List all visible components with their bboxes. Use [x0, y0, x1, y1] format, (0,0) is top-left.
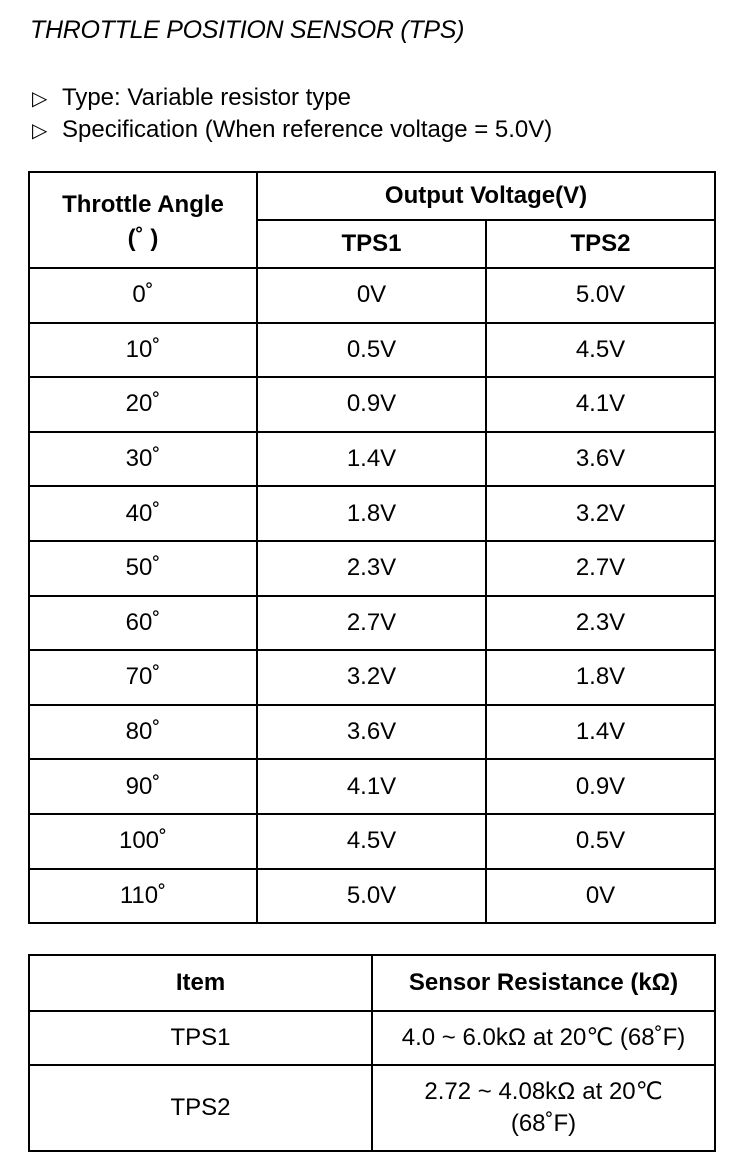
tps2-voltage-cell: 1.4V — [486, 705, 715, 760]
tps1-voltage-cell: 1.4V — [257, 432, 486, 487]
resistance-item-cell: TPS1 — [29, 1011, 372, 1065]
tps2-voltage-cell: 0.9V — [486, 759, 715, 814]
throttle-angle-cell: 60˚ — [29, 596, 257, 651]
throttle-angle-cell: 10˚ — [29, 323, 257, 378]
table-row — [29, 759, 715, 814]
tps1-voltage-cell: 4.5V — [257, 814, 486, 869]
item-header: Item — [29, 955, 372, 1011]
tps2-voltage-cell: 5.0V — [486, 268, 715, 323]
throttle-angle-cell: 70˚ — [29, 650, 257, 705]
sensor-resistance-header: Sensor Resistance (kΩ) — [372, 955, 715, 1011]
output-voltage-header: Output Voltage(V) — [257, 172, 715, 220]
tps1-voltage-cell: 2.3V — [257, 541, 486, 596]
table-row — [29, 814, 715, 869]
throttle-angle-cell: 40˚ — [29, 486, 257, 541]
tps2-voltage-cell: 1.8V — [486, 650, 715, 705]
spec-specification-text: Specification (When reference voltage = 5.0V) — [62, 116, 553, 143]
tps2-voltage-cell: 0.5V — [486, 814, 715, 869]
tps1-voltage-cell: 2.7V — [257, 596, 486, 651]
throttle-angle-cell: 110˚ — [29, 869, 257, 924]
tps1-voltage-cell: 0.9V — [257, 377, 486, 432]
tps1-voltage-cell: 0.5V — [257, 323, 486, 378]
table-row — [29, 1011, 715, 1065]
tps1-header: TPS1 — [257, 220, 486, 268]
table-row — [29, 323, 715, 378]
table-row — [29, 432, 715, 487]
tps1-voltage-cell: 3.2V — [257, 650, 486, 705]
table-row — [29, 596, 715, 651]
tps2-voltage-cell: 4.1V — [486, 377, 715, 432]
tps2-voltage-cell: 4.5V — [486, 323, 715, 378]
tps2-voltage-cell: 2.7V — [486, 541, 715, 596]
sensor-resistance-table — [28, 954, 716, 1152]
throttle-angle-header-label: Throttle Angle — [62, 191, 224, 218]
tps2-voltage-cell: 0V — [486, 869, 715, 924]
throttle-angle-cell: 100˚ — [29, 814, 257, 869]
page-title: THROTTLE POSITION SENSOR (TPS) — [30, 16, 465, 44]
resistance-value-cell — [372, 1065, 715, 1151]
table-row — [29, 869, 715, 924]
tps1-voltage-cell: 5.0V — [257, 869, 486, 924]
output-voltage-table — [28, 171, 716, 924]
tps1-voltage-cell: 4.1V — [257, 759, 486, 814]
spec-type-line — [32, 84, 351, 112]
tps2-voltage-cell: 3.2V — [486, 486, 715, 541]
table-row — [29, 486, 715, 541]
throttle-angle-cell: 50˚ — [29, 541, 257, 596]
resistance-value-line: 2.72 ~ 4.08kΩ at 20℃ — [424, 1078, 663, 1105]
table-row — [29, 377, 715, 432]
resistance-value-line-2: (68˚F) — [510, 1110, 577, 1137]
table-row — [29, 705, 715, 760]
tps2-voltage-cell: 3.6V — [486, 432, 715, 487]
triangle-bullet-icon: ▷ — [32, 88, 48, 110]
tps1-voltage-cell: 3.6V — [257, 705, 486, 760]
throttle-angle-header-unit: (˚ ) — [127, 225, 159, 252]
tps1-voltage-cell: 1.8V — [257, 486, 486, 541]
spec-specification-line — [32, 116, 552, 144]
tps2-voltage-cell: 2.3V — [486, 596, 715, 651]
resistance-item-cell: TPS2 — [29, 1065, 372, 1151]
throttle-angle-cell: 80˚ — [29, 705, 257, 760]
table-row — [29, 268, 715, 323]
throttle-angle-cell: 90˚ — [29, 759, 257, 814]
table-row — [29, 541, 715, 596]
table-row — [29, 650, 715, 705]
resistance-value-line: 4.0 ~ 6.0kΩ at 20℃ (68˚F) — [401, 1024, 686, 1051]
throttle-angle-header — [29, 172, 257, 268]
spec-type-text: Type: Variable resistor type — [62, 84, 352, 111]
throttle-angle-cell: 20˚ — [29, 377, 257, 432]
table-row — [29, 1065, 715, 1151]
throttle-angle-cell: 0˚ — [29, 268, 257, 323]
tps1-voltage-cell: 0V — [257, 268, 486, 323]
throttle-angle-cell: 30˚ — [29, 432, 257, 487]
tps2-header: TPS2 — [486, 220, 715, 268]
resistance-value-cell — [372, 1011, 715, 1065]
voltage-table-body — [29, 268, 715, 923]
triangle-bullet-icon: ▷ — [32, 120, 48, 142]
